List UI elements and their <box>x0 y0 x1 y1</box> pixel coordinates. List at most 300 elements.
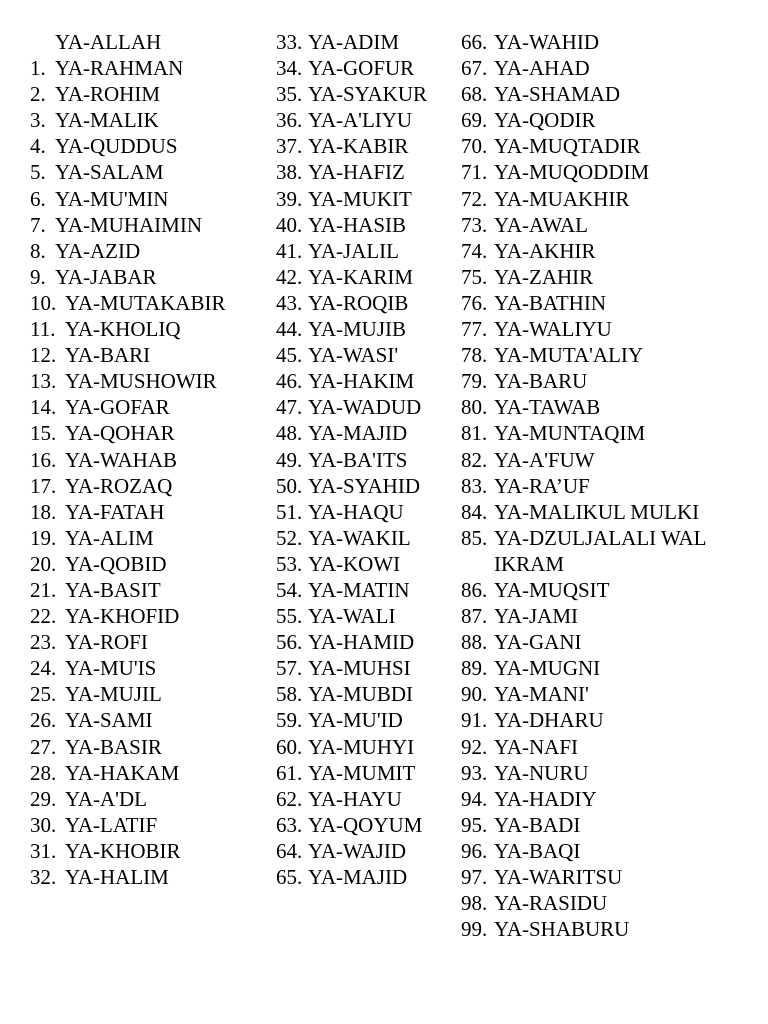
list-item <box>276 107 456 133</box>
item-name: YA-MUKIT <box>308 186 412 211</box>
item-number: 14. <box>30 395 57 420</box>
list-item <box>461 707 761 733</box>
item-number: 13. <box>30 369 57 394</box>
item-number: 72. <box>461 186 488 211</box>
item-name: YA-ALLAH <box>55 30 162 54</box>
item-number: 76. <box>461 290 488 315</box>
item-number: 59. <box>276 708 303 733</box>
item-name: YA-KHOFID <box>65 604 180 629</box>
list-item <box>276 420 456 446</box>
list-item <box>276 499 456 525</box>
list-item <box>276 603 456 629</box>
item-name: YA-AKHIR <box>494 238 596 263</box>
item-name: YA-MU'IS <box>65 656 157 681</box>
item-name: YA-JABAR <box>55 264 157 289</box>
item-number: 41. <box>276 238 303 263</box>
item-name: YA-QOBID <box>65 551 167 576</box>
item-name: YA-WAHID <box>494 30 599 54</box>
list-item <box>30 420 270 446</box>
list-item <box>30 473 270 499</box>
item-name: YA-KABIR <box>308 134 409 159</box>
list-item <box>30 525 270 551</box>
item-name: YA-QOYUM <box>308 812 423 837</box>
item-name: YA-MUHSI <box>308 656 411 681</box>
list-item <box>461 81 761 107</box>
item-number: 43. <box>276 290 303 315</box>
item-name: YA-JALIL <box>308 238 399 263</box>
list-item <box>30 290 270 316</box>
item-number: 19. <box>30 525 57 550</box>
list-item <box>461 420 761 446</box>
item-name: YA-HAKAM <box>65 760 180 785</box>
item-number: 33. <box>276 30 303 54</box>
item-name: YA-MATIN <box>308 577 410 602</box>
list-item <box>461 760 761 786</box>
list-item <box>276 238 456 264</box>
item-number: 34. <box>276 56 303 81</box>
list-item <box>30 29 270 55</box>
item-number: 70. <box>461 134 488 159</box>
item-number: 61. <box>276 760 303 785</box>
list-item <box>30 786 270 812</box>
item-number: 10. <box>30 290 57 315</box>
list-item <box>461 368 761 394</box>
item-name: YA-QODIR <box>494 108 596 133</box>
list-item <box>30 159 270 185</box>
item-number: 3. <box>30 108 46 133</box>
item-name: YA-WAKIL <box>308 525 411 550</box>
list-item <box>461 29 761 55</box>
list-item <box>461 916 761 942</box>
list-item <box>461 212 761 238</box>
list-item <box>30 499 270 525</box>
item-name: YA-WADUD <box>308 395 422 420</box>
item-name: YA-MUHYI <box>308 734 415 759</box>
item-name: YA-MALIK <box>55 108 159 133</box>
item-name: YA-KARIM <box>308 264 413 289</box>
list-item <box>461 316 761 342</box>
list-item <box>30 577 270 603</box>
item-name: YA-MUMIT <box>308 760 416 785</box>
item-number: 66. <box>461 30 488 54</box>
item-name: YA-GANI <box>494 630 582 655</box>
item-number: 44. <box>276 317 303 342</box>
item-name: YA-SYAKUR <box>308 82 428 107</box>
item-name: YA-GOFAR <box>65 395 170 420</box>
item-number: 1. <box>30 56 46 81</box>
item-name: YA-BASIT <box>65 577 161 602</box>
item-name: YA-SYAHID <box>308 473 421 498</box>
list-item <box>30 812 270 838</box>
item-number: 79. <box>461 369 488 394</box>
item-number: 16. <box>30 447 57 472</box>
item-number: 73. <box>461 212 488 237</box>
item-name: YA-KHOBIR <box>65 838 181 863</box>
item-number: 85. <box>461 525 488 550</box>
item-number: 26. <box>30 708 57 733</box>
item-name: YA-BATHIN <box>494 290 606 315</box>
list-item <box>30 603 270 629</box>
list-item <box>30 734 270 760</box>
list-item <box>30 316 270 342</box>
item-number: 58. <box>276 682 303 707</box>
item-name: YA-ROQIB <box>308 290 409 315</box>
item-number: 86. <box>461 577 488 602</box>
list-item <box>30 133 270 159</box>
item-number: 6. <box>30 186 46 211</box>
item-name: YA-WASI' <box>308 343 399 368</box>
item-number: 35. <box>276 82 303 107</box>
item-name: YA-MUQTADIR <box>494 134 641 159</box>
list-item <box>276 577 456 603</box>
item-number: 53. <box>276 551 303 576</box>
item-number: 45. <box>276 343 303 368</box>
list-item <box>276 186 456 212</box>
list-item <box>30 81 270 107</box>
item-name: YA-BAQI <box>494 838 581 863</box>
list-item <box>276 159 456 185</box>
item-number: 96. <box>461 838 488 863</box>
item-number: 83. <box>461 473 488 498</box>
list-item <box>30 342 270 368</box>
item-number: 52. <box>276 525 303 550</box>
item-name: YA-HAFIZ <box>308 160 405 185</box>
item-name: YA-MUGNI <box>494 656 601 681</box>
list-item <box>30 107 270 133</box>
item-name: YA-MUJIB <box>308 317 407 342</box>
list-item <box>276 629 456 655</box>
item-name: YA-A'FUW <box>494 447 595 472</box>
item-number: 20. <box>30 551 57 576</box>
item-name: YA-HADIY <box>494 786 597 811</box>
list-item <box>461 786 761 812</box>
item-number: 67. <box>461 56 488 81</box>
item-name: YA-TAWAB <box>494 395 601 420</box>
item-number: 2. <box>30 82 46 107</box>
item-name: YA-RASIDU <box>494 891 608 916</box>
list-item <box>30 760 270 786</box>
item-name: YA-MUBDI <box>308 682 413 707</box>
item-name: YA-A'DL <box>65 786 147 811</box>
item-name: YA-ZAHIR <box>494 264 594 289</box>
list-item <box>276 81 456 107</box>
list-item <box>276 864 456 890</box>
item-number: 75. <box>461 264 488 289</box>
item-number: 51. <box>276 499 303 524</box>
item-name: YA-HAYU <box>308 786 402 811</box>
item-name: YA-SAMI <box>65 708 153 733</box>
list-item <box>461 55 761 81</box>
item-number: 38. <box>276 160 303 185</box>
item-name: YA-BARI <box>65 343 151 368</box>
item-name: YA-MU'ID <box>308 708 403 733</box>
item-name: YA-MAJID <box>308 865 408 889</box>
list-item <box>461 394 761 420</box>
item-name: YA-HAQU <box>308 499 404 524</box>
item-number: 55. <box>276 604 303 629</box>
list-item <box>276 838 456 864</box>
item-number: 84. <box>461 499 488 524</box>
list-item <box>276 681 456 707</box>
list-item <box>461 812 761 838</box>
list-item <box>461 890 761 916</box>
list-item <box>276 212 456 238</box>
item-name: YA-MALIKUL MULKI <box>494 499 700 524</box>
item-name: YA-FATAH <box>65 499 165 524</box>
item-name: YA-HASIB <box>308 212 407 237</box>
item-name: YA-MUSHOWIR <box>65 369 217 394</box>
item-name: YA-WAJID <box>308 838 406 863</box>
list-item <box>461 864 761 890</box>
item-number: 11. <box>30 317 56 342</box>
list-item <box>461 681 761 707</box>
item-number: 99. <box>461 917 488 942</box>
item-name: YA-DZULJALALI WAL IKRAM <box>494 525 706 576</box>
item-number: 39. <box>276 186 303 211</box>
names-column-3 <box>461 29 761 942</box>
item-number: 42. <box>276 264 303 289</box>
list-item <box>461 342 761 368</box>
item-name: YA-MU'MIN <box>55 186 169 211</box>
list-item <box>276 394 456 420</box>
list-item <box>461 525 761 577</box>
list-item <box>30 368 270 394</box>
list-item <box>276 551 456 577</box>
item-number: 95. <box>461 812 488 837</box>
item-number: 80. <box>461 395 488 420</box>
item-name: YA-A'LIYU <box>308 108 413 133</box>
item-number: 17. <box>30 473 57 498</box>
item-name: YA-NAFI <box>494 734 578 759</box>
item-number: 32. <box>30 865 57 889</box>
item-name: YA-ADIM <box>308 30 399 54</box>
item-name: YA-QUDDUS <box>55 134 178 159</box>
item-name: YA-QOHAR <box>65 421 175 446</box>
list-item <box>30 681 270 707</box>
list-item <box>461 107 761 133</box>
item-name: YA-AWAL <box>494 212 588 237</box>
list-item <box>461 133 761 159</box>
item-number: 9. <box>30 264 46 289</box>
list-item <box>276 368 456 394</box>
item-name: YA-ROZAQ <box>65 473 173 498</box>
item-number: 15. <box>30 421 57 446</box>
item-name: YA-HALIM <box>65 865 169 889</box>
item-name: YA-MUAKHIR <box>494 186 630 211</box>
list-item <box>461 629 761 655</box>
item-number: 12. <box>30 343 57 368</box>
list-item <box>276 655 456 681</box>
item-name: YA-SHAMAD <box>494 82 621 107</box>
item-number: 65. <box>276 865 303 889</box>
item-number: 94. <box>461 786 488 811</box>
item-name: YA-KHOLIQ <box>65 317 181 342</box>
list-item <box>276 29 456 55</box>
item-number: 54. <box>276 577 303 602</box>
list-item <box>276 342 456 368</box>
list-item <box>276 707 456 733</box>
item-number: 28. <box>30 760 57 785</box>
list-item <box>30 238 270 264</box>
item-name: YA-WALI <box>308 604 396 629</box>
item-number: 29. <box>30 786 57 811</box>
item-name: YA-BA'ITS <box>308 447 408 472</box>
list-item <box>30 447 270 473</box>
item-number: 56. <box>276 630 303 655</box>
item-number: 81. <box>461 421 488 446</box>
item-name: YA-HAKIM <box>308 369 415 394</box>
list-item <box>30 394 270 420</box>
item-name: YA-DHARU <box>494 708 604 733</box>
item-number: 49. <box>276 447 303 472</box>
item-number: 18. <box>30 499 57 524</box>
item-number: 23. <box>30 630 57 655</box>
list-item <box>461 186 761 212</box>
item-number: 62. <box>276 786 303 811</box>
list-item <box>276 473 456 499</box>
item-name: YA-ROHIM <box>55 82 160 107</box>
list-item <box>30 551 270 577</box>
list-item <box>461 264 761 290</box>
list-item <box>30 838 270 864</box>
item-name: YA-RAHMAN <box>55 56 184 81</box>
list-item <box>276 290 456 316</box>
list-item <box>30 707 270 733</box>
list-item <box>461 238 761 264</box>
item-number: 97. <box>461 865 488 889</box>
list-item <box>461 655 761 681</box>
list-item <box>461 734 761 760</box>
item-name: YA-MUTA'ALIY <box>494 343 644 368</box>
item-number: 98. <box>461 891 488 916</box>
item-name: YA-MAJID <box>308 421 408 446</box>
list-item <box>30 655 270 681</box>
item-number: 91. <box>461 708 488 733</box>
item-number: 69. <box>461 108 488 133</box>
item-number: 88. <box>461 630 488 655</box>
item-number: 63. <box>276 812 303 837</box>
item-number: 57. <box>276 656 303 681</box>
item-name: YA-ALIM <box>65 525 154 550</box>
item-number: 77. <box>461 317 488 342</box>
item-number: 30. <box>30 812 57 837</box>
item-name: YA-WAHAB <box>65 447 177 472</box>
item-name: YA-AHAD <box>494 56 590 81</box>
item-number: 78. <box>461 343 488 368</box>
list-item <box>461 447 761 473</box>
item-name: YA-SALAM <box>55 160 164 185</box>
item-number: 46. <box>276 369 303 394</box>
item-name: YA-MUNTAQIM <box>494 421 646 446</box>
item-name: YA-JAMI <box>494 604 578 629</box>
item-name: YA-BASIR <box>65 734 162 759</box>
list-item <box>276 316 456 342</box>
list-item <box>276 447 456 473</box>
item-number: 21. <box>30 577 57 602</box>
item-name: YA-MANI' <box>494 682 589 707</box>
list-item <box>461 577 761 603</box>
item-name: YA-SHABURU <box>494 917 630 942</box>
list-item <box>461 159 761 185</box>
item-name: YA-LATIF <box>65 812 158 837</box>
list-item <box>30 629 270 655</box>
item-name: YA-WALIYU <box>494 317 612 342</box>
item-name: YA-MUHAIMIN <box>55 212 202 237</box>
item-number: 71. <box>461 160 488 185</box>
item-name: YA-GOFUR <box>308 56 415 81</box>
item-name: YA-AZID <box>55 238 141 263</box>
item-name: YA-ROFI <box>65 630 148 655</box>
item-number: 48. <box>276 421 303 446</box>
item-name: YA-BARU <box>494 369 588 394</box>
list-item <box>30 264 270 290</box>
item-number: 5. <box>30 160 46 185</box>
item-name: YA-MUTAKABIR <box>65 290 226 315</box>
item-number: 93. <box>461 760 488 785</box>
list-item <box>276 55 456 81</box>
list-item <box>276 525 456 551</box>
item-number: 31. <box>30 838 57 863</box>
item-number: 25. <box>30 682 57 707</box>
list-item <box>30 212 270 238</box>
item-number: 40. <box>276 212 303 237</box>
list-item <box>276 786 456 812</box>
item-number: 60. <box>276 734 303 759</box>
item-number: 22. <box>30 604 57 629</box>
list-item <box>276 264 456 290</box>
list-item <box>461 290 761 316</box>
names-column-2 <box>276 29 456 890</box>
list-item <box>276 734 456 760</box>
item-name: YA-MUQODDIM <box>494 160 650 185</box>
item-number: 8. <box>30 238 46 263</box>
item-number: 87. <box>461 604 488 629</box>
item-number: 4. <box>30 134 46 159</box>
item-number: 36. <box>276 108 303 133</box>
item-number: 68. <box>461 82 488 107</box>
list-item <box>276 760 456 786</box>
item-number: 7. <box>30 212 46 237</box>
item-name: YA-BADI <box>494 812 581 837</box>
item-name: YA-MUJIL <box>65 682 162 707</box>
list-item <box>30 55 270 81</box>
list-item <box>30 864 270 890</box>
item-number: 92. <box>461 734 488 759</box>
list-item <box>461 499 761 525</box>
item-number: 47. <box>276 395 303 420</box>
item-name: YA-RA’UF <box>494 473 590 498</box>
item-name: YA-NURU <box>494 760 589 785</box>
item-name: YA-KOWI <box>308 551 401 576</box>
item-name: YA-HAMID <box>308 630 415 655</box>
list-item <box>30 186 270 212</box>
item-number: 50. <box>276 473 303 498</box>
list-item <box>461 603 761 629</box>
names-column-1 <box>30 29 270 890</box>
list-item <box>276 133 456 159</box>
item-number: 74. <box>461 238 488 263</box>
item-number: 24. <box>30 656 57 681</box>
list-item <box>276 812 456 838</box>
item-number: 64. <box>276 838 303 863</box>
item-number: 82. <box>461 447 488 472</box>
list-item <box>461 838 761 864</box>
item-number: 90. <box>461 682 488 707</box>
list-item <box>461 473 761 499</box>
item-name: YA-WARITSU <box>494 865 623 889</box>
item-number: 37. <box>276 134 303 159</box>
item-number: 27. <box>30 734 57 759</box>
